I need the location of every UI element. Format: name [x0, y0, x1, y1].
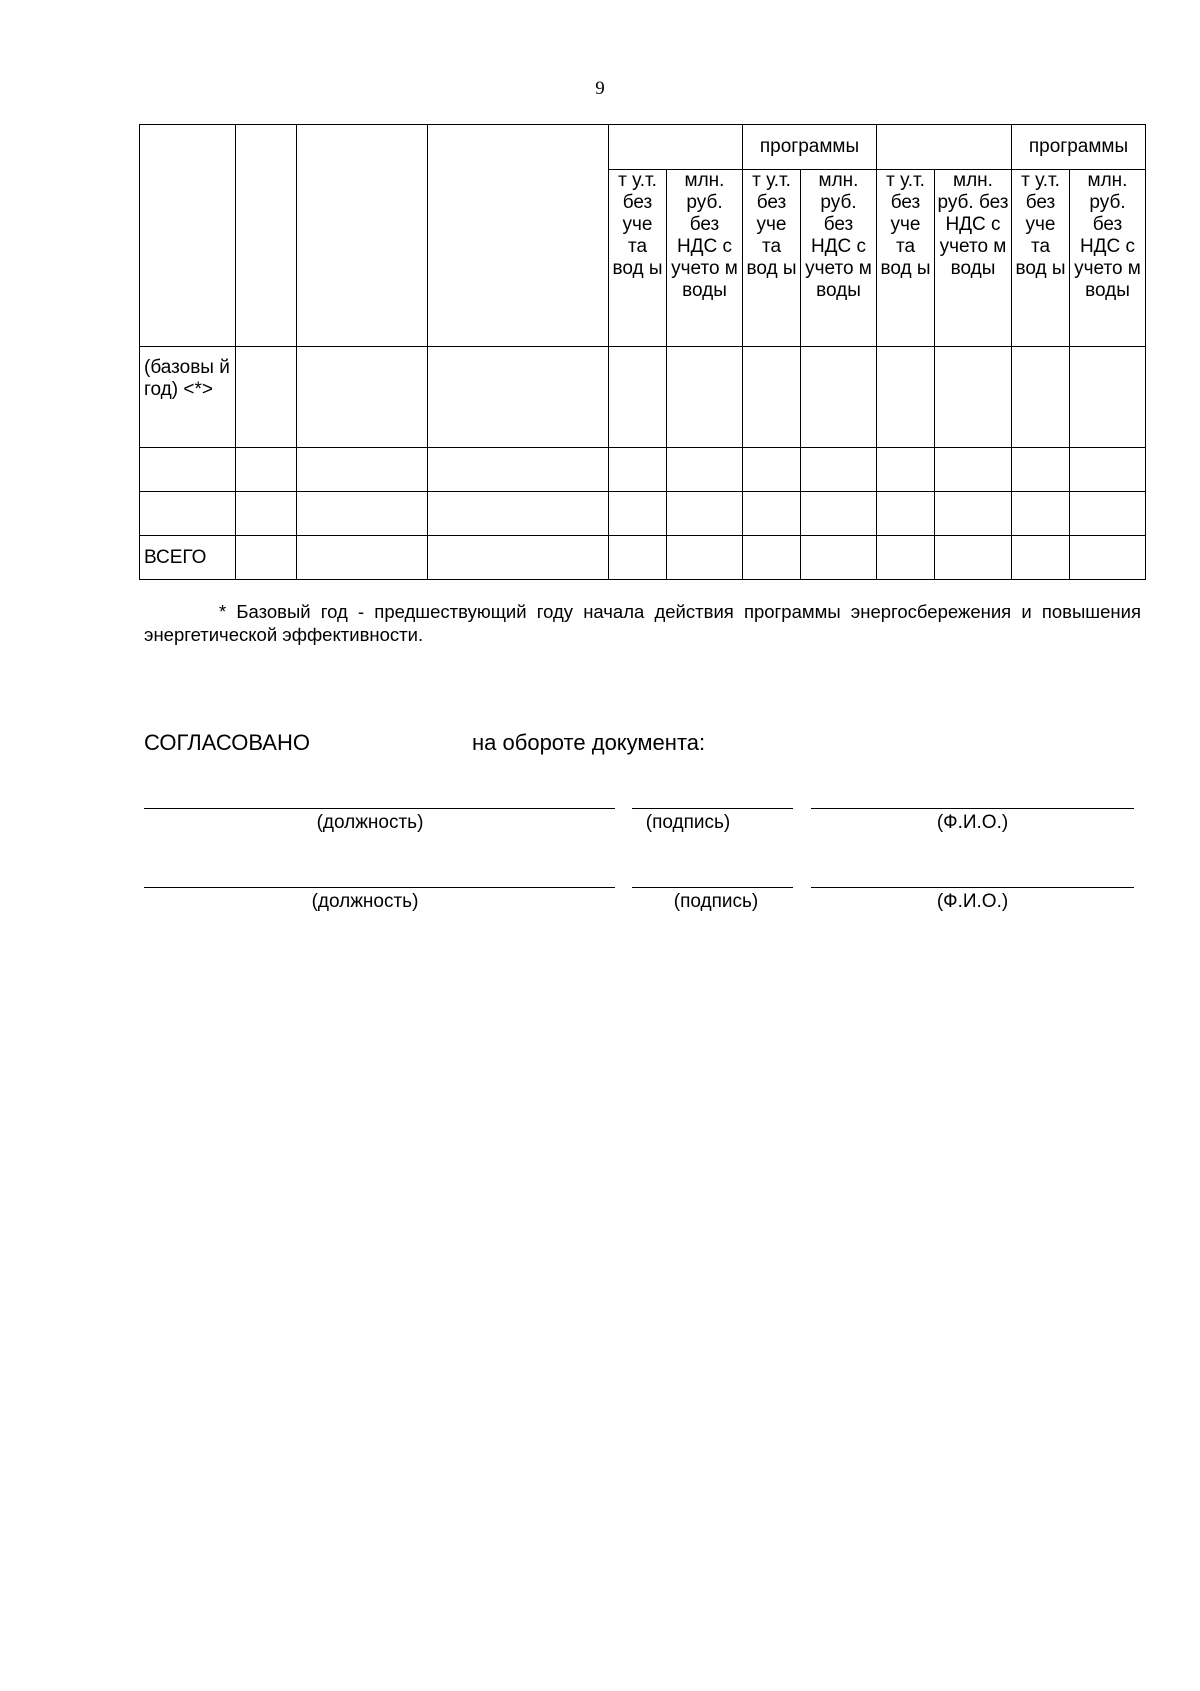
table-header-cell	[877, 125, 1012, 170]
unit-header-text: т у.т. без уче та вод ы	[612, 170, 663, 279]
table-cell	[297, 347, 428, 448]
unit-header-cell	[1070, 170, 1146, 347]
table-cell	[801, 347, 877, 448]
table-cell	[667, 448, 743, 492]
unit-header-text: млн. руб. без НДС с учето м воды	[937, 170, 1009, 279]
table-cell	[743, 492, 801, 536]
unit-header-cell	[1012, 170, 1070, 347]
unit-header-text: т у.т. без уче та вод ы	[1015, 170, 1066, 279]
table-cell	[935, 347, 1012, 448]
table-cell	[667, 347, 743, 448]
table-cell	[935, 536, 1012, 580]
table-cell	[743, 448, 801, 492]
unit-header-cell	[743, 170, 801, 347]
table-row	[140, 448, 1146, 492]
table-cell	[297, 492, 428, 536]
table-cell	[140, 492, 236, 536]
table-cell	[140, 448, 236, 492]
unit-header-text: млн. руб. без НДС с учето м воды	[805, 170, 872, 301]
table-row-total	[140, 536, 1146, 580]
total-label: ВСЕГО	[140, 536, 236, 580]
page-number: 9	[595, 78, 605, 99]
position-line	[144, 808, 615, 809]
signature-caption: (подпись)	[645, 812, 731, 833]
unit-header-cell	[935, 170, 1012, 347]
name-line	[811, 808, 1134, 809]
agreed-note: на обороте документа:	[472, 730, 706, 755]
table-cell	[935, 448, 1012, 492]
table-cell	[1012, 492, 1070, 536]
name-caption: (Ф.И.О.)	[936, 891, 1009, 912]
table-cell	[667, 536, 743, 580]
table-cell	[667, 492, 743, 536]
table-header-cell	[140, 125, 236, 347]
table-header-row	[140, 125, 1146, 170]
table-cell	[236, 536, 297, 580]
table-row	[140, 492, 1146, 536]
unit-header-cell	[609, 170, 667, 347]
table-cell	[609, 536, 667, 580]
name-line	[811, 887, 1134, 888]
table-cell	[801, 492, 877, 536]
table-cell	[801, 536, 877, 580]
table-row-base-year	[140, 347, 1146, 448]
table-cell	[236, 448, 297, 492]
table-cell	[1070, 536, 1146, 580]
program-header-cell: программы	[1012, 125, 1146, 170]
program-header-cell: программы	[743, 125, 877, 170]
table-cell	[1012, 347, 1070, 448]
table-cell	[1012, 536, 1070, 580]
signature-line	[632, 887, 793, 888]
table-header-cell	[297, 125, 428, 347]
unit-header-text: т у.т. без уче та вод ы	[880, 170, 931, 279]
signature-line	[632, 808, 793, 809]
position-line	[144, 887, 615, 888]
table-header-cell	[428, 125, 609, 347]
table-cell	[877, 448, 935, 492]
table-cell	[1012, 448, 1070, 492]
unit-header-text: млн. руб. без НДС с учето м воды	[671, 170, 738, 301]
position-caption: (должность)	[316, 812, 424, 833]
unit-header-cell	[667, 170, 743, 347]
table-cell	[609, 448, 667, 492]
table-cell	[428, 448, 609, 492]
footnote: * Базовый год - предшествующий году начала действия программы энергосбережения и повышения энергетической эффективности.	[144, 601, 1141, 645]
table-header-cell	[236, 125, 297, 347]
table-cell	[1070, 448, 1146, 492]
table-cell	[935, 492, 1012, 536]
table-cell	[428, 536, 609, 580]
table-cell	[877, 536, 935, 580]
table-cell	[297, 536, 428, 580]
unit-header-text: млн. руб. без НДС с учето м воды	[1074, 170, 1141, 301]
table-cell	[609, 347, 667, 448]
unit-header-cell	[877, 170, 935, 347]
energy-savings-table	[139, 124, 1146, 580]
table-cell	[743, 536, 801, 580]
table-cell	[1070, 347, 1146, 448]
table-cell	[428, 492, 609, 536]
agreed-label: СОГЛАСОВАНО	[144, 730, 310, 755]
table-cell	[801, 448, 877, 492]
table-header-cell	[609, 125, 743, 170]
table-cell	[877, 492, 935, 536]
unit-header-cell	[801, 170, 877, 347]
table-cell	[743, 347, 801, 448]
base-year-label: (базовы й год) <*>	[140, 347, 236, 448]
table-cell	[236, 347, 297, 448]
position-caption: (должность)	[311, 891, 419, 912]
table-cell	[609, 492, 667, 536]
table-cell	[236, 492, 297, 536]
name-caption: (Ф.И.О.)	[936, 812, 1009, 833]
unit-header-text: т у.т. без уче та вод ы	[746, 170, 797, 279]
table-cell	[297, 448, 428, 492]
table-cell	[1070, 492, 1146, 536]
signature-caption: (подпись)	[673, 891, 759, 912]
table-cell	[428, 347, 609, 448]
table-cell	[877, 347, 935, 448]
